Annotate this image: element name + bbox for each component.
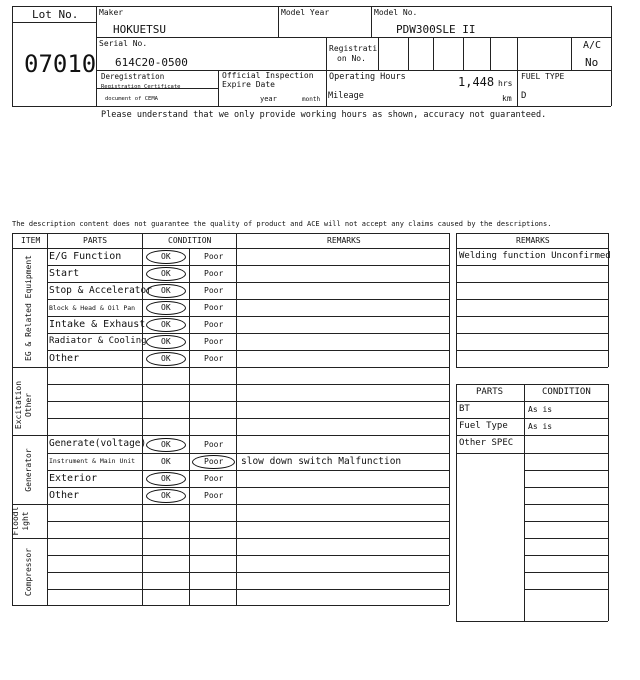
right-parts-header: PARTS <box>476 387 504 397</box>
reg-cert-label: Registration Certificate <box>101 84 181 90</box>
dereg-label: Deregistration <box>101 72 165 81</box>
ok-option: OK <box>161 354 171 363</box>
remark-text: slow down switch Malfunction <box>241 456 402 467</box>
spec-part: BT <box>459 404 470 414</box>
section-label-generator: Generator <box>24 448 33 492</box>
poor-option: Poor <box>204 474 224 483</box>
part-name: Generate(voltage) <box>49 438 147 449</box>
poor-option: Poor <box>204 337 224 346</box>
model-no-label: Model No. <box>374 8 418 17</box>
part-name: Radiator & Cooling <box>49 336 147 346</box>
condition-header: CONDITION <box>168 236 212 245</box>
part-name: Exterior <box>49 473 98 484</box>
model-no-value: PDW300SLE II <box>396 23 476 36</box>
lot-value: 07010 <box>24 50 97 78</box>
poor-option: Poor <box>204 269 224 278</box>
fuel-type-value: D <box>521 91 527 101</box>
part-name: Block & Head & Oil Pan <box>49 304 136 312</box>
poor-option: Poor <box>204 491 224 500</box>
hrs-unit: hrs <box>498 79 513 88</box>
serial-value: 614C20-0500 <box>115 56 188 69</box>
part-name: Instrument & Main Unit <box>49 457 136 465</box>
poor-option: Poor <box>204 354 224 363</box>
part-name: Start <box>49 268 80 279</box>
fuel-type-label: FUEL TYPE <box>521 72 565 81</box>
right-condition-header: CONDITION <box>542 387 591 397</box>
part-name: Intake & Exhaust <box>49 319 146 330</box>
spec-part: Fuel Type <box>459 421 508 431</box>
cema-label: document of CEMA <box>105 96 158 102</box>
registration-label-1: Registrati <box>329 44 378 53</box>
km-unit: km <box>502 94 512 103</box>
ok-option: OK <box>161 252 171 261</box>
inspection-label-1: Official Inspection <box>222 71 314 80</box>
disclaimer: The description content does not guarantee the quality of product and ACE will not accept any claims caused by the descriptions. <box>12 220 552 228</box>
poor-option: Poor <box>204 252 224 261</box>
ok-option: OK <box>161 440 171 449</box>
lot-label: Lot No. <box>32 8 79 21</box>
part-name: Other <box>49 353 80 364</box>
parts-header: PARTS <box>83 236 108 245</box>
operating-hours-value: 1,448 <box>458 75 495 89</box>
part-name: Stop & Accelerator <box>49 285 152 296</box>
poor-option: Poor <box>204 303 224 312</box>
poor-option: Poor <box>204 457 224 466</box>
ok-option: OK <box>161 474 171 483</box>
registration-label-2: on No. <box>337 54 366 63</box>
section-label-compressor: Compressor <box>24 547 33 597</box>
right-remarks-header: REMARKS <box>516 236 550 245</box>
remarks-header: REMARKS <box>327 236 361 245</box>
ac-label: A/C <box>583 40 602 51</box>
spec-condition: As is <box>528 405 553 414</box>
ac-value: No <box>585 56 599 69</box>
ok-option: OK <box>161 303 171 312</box>
serial-label: Serial No. <box>99 39 148 48</box>
part-name: Other <box>49 490 80 501</box>
maker-value: HOKUETSU <box>113 23 166 36</box>
item-header: ITEM <box>21 236 41 245</box>
ok-option: OK <box>161 320 171 329</box>
year-label: year <box>260 95 277 103</box>
section-label-floodlight: Floodl ight <box>11 506 30 536</box>
part-name: E/G Function <box>49 251 122 262</box>
model-year-label: Model Year <box>281 8 330 17</box>
poor-option: Poor <box>204 440 224 449</box>
hours-note: Please understand that we only provide working hours as shown, accuracy not guaranteed. <box>101 110 547 120</box>
spec-condition: As is <box>528 422 553 431</box>
inspection-label-2: Expire Date <box>222 80 275 89</box>
spec-part: Other SPEC <box>459 438 514 448</box>
poor-option: Poor <box>204 320 224 329</box>
operating-hours-label: Operating Hours <box>329 72 406 82</box>
section-label-eg: EG & Related Equipment <box>24 255 33 361</box>
ok-option: OK <box>161 286 171 295</box>
poor-option: Poor <box>204 286 224 295</box>
ok-option: OK <box>161 457 171 466</box>
ok-option: OK <box>161 269 171 278</box>
section-label-excitation: Excitation Other <box>14 380 33 430</box>
ok-option: OK <box>161 337 171 346</box>
month-label: month <box>302 96 321 103</box>
right-remarks-line: Welding function Unconfirmed <box>459 251 611 261</box>
maker-label: Maker <box>99 8 124 17</box>
ok-option: OK <box>161 491 171 500</box>
mileage-label: Mileage <box>328 91 364 101</box>
